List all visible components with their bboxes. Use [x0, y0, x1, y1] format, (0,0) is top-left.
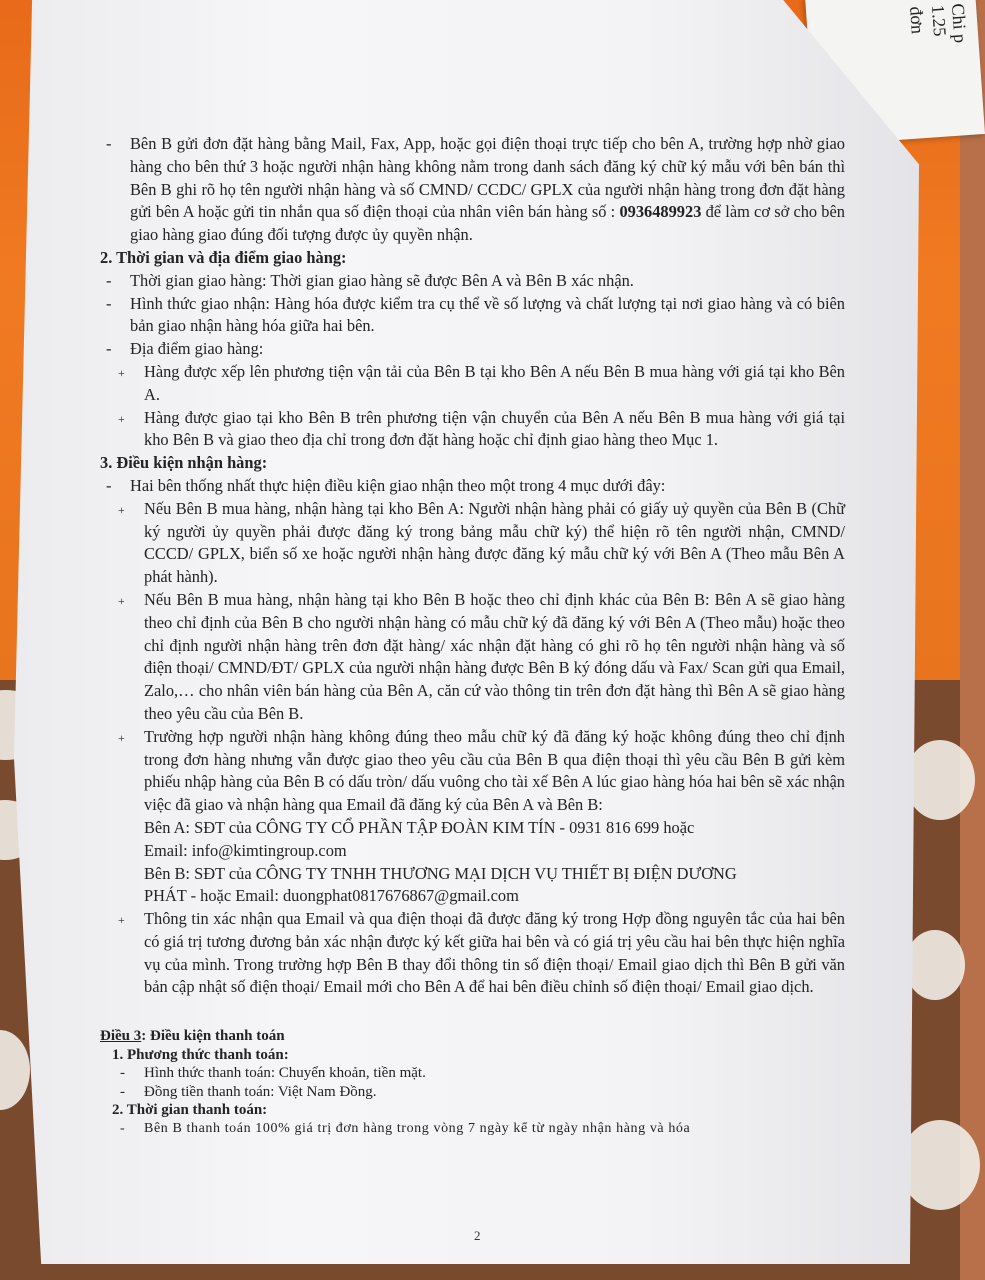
dash-marker: -: [106, 293, 112, 313]
item-text: Địa điểm giao hàng:: [130, 339, 264, 359]
dash-marker: -: [120, 1120, 126, 1136]
sub-item-text: Nếu Bên B mua hàng, nhận hàng tại kho Bên B hoặc theo chỉ định khác của Bên B: Bên A sẽ giao hàng theo chỉ định của Bên B cho người nhận hàng có mẫu chữ ký đã đăng ký với Bên A (Theo mẫu) hoặc theo chỉ định người nhận hàng trên đơn đặt hàng/ xác nhận đặt hàng có ghi rõ họ tên người nhận hàng và số điện thoại/ CMND/ĐT/ GPLX của người nhận hàng được Bên B ký đóng dấu và Fax/ Scan gửi qua Email, Zalo,… cho nhân viên bán hàng của Bên A, căn cứ vào thông tin trên đơn đặt hàng thì Bên A sẽ giao hàng theo yêu cầu của Bên B.: [144, 589, 845, 723]
item-text: Bên B gửi đơn đặt hàng bằng Mail, Fax, App, hoặc gọi điện thoại trực tiếp cho bên A, trường hợp nhờ giao hàng cho bên thứ 3 hoặc người nhận hàng không nằm trong danh sách đăng ký chữ ký mẫu với bên bán thì Bên B ghi rõ họ tên người nhận hàng và số CMND/ CCDC/ GPLX của người nhận hàng trong đơn đặt hàng gửi bên A hoặc gửi tin nhắn qua số điện thoại của nhân viên bán hàng số :: [130, 134, 845, 222]
dash-marker: -: [106, 134, 112, 153]
sub-list-item: [100, 726, 845, 817]
sub-item-text: Hàng được giao tại kho Bên B trên phương tiện vận chuyển của Bên A nếu Bên B mua hàng với giá tại kho Bên B và giao theo địa chỉ trong đơn đặt hàng hoặc chỉ định giao hàng theo Mục 1.: [144, 407, 845, 450]
dash-marker: -: [106, 339, 112, 359]
item-text-end: để làm cơ sở cho bên giao hàng giao đúng đối tượng được ủy quyền nhận.: [130, 202, 845, 245]
sub-list-item: [100, 407, 845, 453]
sub-list-item: [100, 361, 845, 407]
plus-marker: +: [118, 593, 125, 608]
sub-item-text: Trường hợp người nhận hàng không đúng theo mẫu chữ ký đã đăng ký hoặc không đúng theo chỉ định trong đơn hàng nhưng vẫn được giao theo yêu cầu của Bên B qua điện thoại thì yêu cầu Bên B gửi kèm phiếu nhập hàng của Bên B có dấu tròn/ dấu vuông cho tài xế Bên A lúc giao hàng hóa hai bên sẽ xác nhận việc đã giao và nhận hàng qua Email đã đăng ký của Bên A và Bên B:: [144, 726, 845, 815]
item-text: Thời gian giao hàng: Thời gian giao hàng sẽ được Bên A và Bên B xác nhận.: [130, 270, 634, 290]
sub-list-item: [100, 498, 845, 589]
document-body: [100, 133, 845, 1138]
sales-phone: 0936489923: [619, 202, 702, 222]
article-3-heading: [100, 1027, 845, 1046]
corner-note-line: đơn: [905, 5, 928, 35]
background-fluff: [905, 930, 965, 1000]
sub-item-text: Nếu Bên B mua hàng, nhận hàng tại kho Bên A: Người nhận hàng phải có giấy uỷ quyền của Bên B (Chữ ký người ủy quyền phải được đăng ký trong bảng mẫu chữ ký) thể hiện rõ tên người nhận, CMND/ CCCD/ GPLX, biển số xe hoặc người nhận hàng được đăng ký mẫu chữ ký với Bên A (Theo mẫu Bên A phát hành).: [144, 498, 845, 587]
sub-item-text: Hàng được xếp lên phương tiện vận tải của Bên B tại kho Bên A nếu Bên B mua hàng với giá tại kho Bên A.: [144, 361, 845, 404]
contact-party-b-email: PHÁT - hoặc Email: duongphat0817676867@gmail.com: [144, 886, 519, 906]
sub-list-item: [100, 589, 845, 726]
dash-marker: -: [106, 270, 112, 290]
list-item: [100, 293, 845, 339]
list-item: [100, 1064, 845, 1083]
contact-party-b: Bên B: SĐT của CÔNG TY TNHH THƯƠNG MẠI DỊCH VỤ THIẾT BỊ ĐIỆN DƯƠNG: [144, 863, 737, 883]
plus-marker: +: [118, 730, 125, 745]
list-item: [100, 270, 845, 293]
dash-marker: -: [106, 475, 112, 495]
payment-method-heading: 1. Phương thức thanh toán:: [112, 1046, 289, 1063]
payment-time-heading: 2. Thời gian thanh toán:: [112, 1102, 268, 1119]
spacer: [100, 999, 845, 1023]
background-fluff: [900, 1120, 980, 1210]
corner-note-line: Chi p: [947, 2, 971, 44]
item-text: Bên B thanh toán 100% giá trị đơn hàng trong vòng 7 ngày kể từ ngày nhận hàng và hóa: [144, 1120, 691, 1136]
item-text: Hai bên thống nhất thực hiện điều kiện giao nhận theo một trong 4 mục dưới đây:: [130, 475, 666, 495]
article-3: [100, 1027, 845, 1138]
article-3-title: : Điều kiện thanh toán: [141, 1028, 285, 1045]
plus-marker: +: [118, 411, 125, 426]
list-item: [100, 1120, 845, 1139]
list-item: [100, 475, 845, 498]
plus-marker: +: [118, 502, 125, 517]
dash-marker: -: [120, 1083, 125, 1100]
item-text: Hình thức thanh toán: Chuyển khoản, tiền mặt.: [144, 1065, 426, 1082]
plus-marker: +: [118, 913, 125, 928]
list-item: [100, 1083, 845, 1102]
list-item: [100, 133, 845, 247]
background-fluff: [905, 740, 975, 820]
plus-marker: +: [118, 365, 125, 380]
list-item: [100, 338, 845, 361]
sub-item-text: Thông tin xác nhận qua Email và qua điện thoại đã được đăng ký trong Hợp đồng nguyên tắc của hai bên có giá trị tương đương bản xác nhận được ký kết giữa hai bên và có giá trị yêu cầu hai bên thực hiện nghĩa vụ của mình. Trong trường hợp Bên B thay đổi thông tin số điện thoại/ Email giao dịch thì Bên B gửi văn bản cập nhật số điện thoại/ Email mới cho Bên A để hai bên điều chỉnh số điện thoại/ Email giao dịch.: [144, 909, 845, 997]
article-3-label: Điều 3: [100, 1028, 142, 1045]
sub-list-item: [100, 908, 845, 999]
page-number: 2: [474, 1228, 481, 1243]
item-text: Hình thức giao nhận: Hàng hóa được kiểm tra cụ thể về số lượng và chất lượng tại nơi giao hàng và có biên bản giao nhận hàng hóa giữa hai bên.: [130, 293, 845, 336]
corner-note-line: 1.25: [927, 4, 951, 37]
section-3-heading: 3. Điều kiện nhận hàng:: [100, 453, 268, 473]
contact-party-a: Bên A: SĐT của CÔNG TY CỔ PHẦN TẬP ĐOÀN KIM TÍN - 0931 816 699 hoặc: [144, 817, 695, 837]
section-2-heading: 2. Thời gian và địa điểm giao hàng:: [100, 247, 347, 267]
item-text: Đồng tiền thanh toán: Việt Nam Đồng.: [144, 1083, 377, 1100]
dash-marker: -: [120, 1065, 125, 1082]
contact-party-a-email: Email: info@kimtingroup.com: [144, 840, 347, 860]
